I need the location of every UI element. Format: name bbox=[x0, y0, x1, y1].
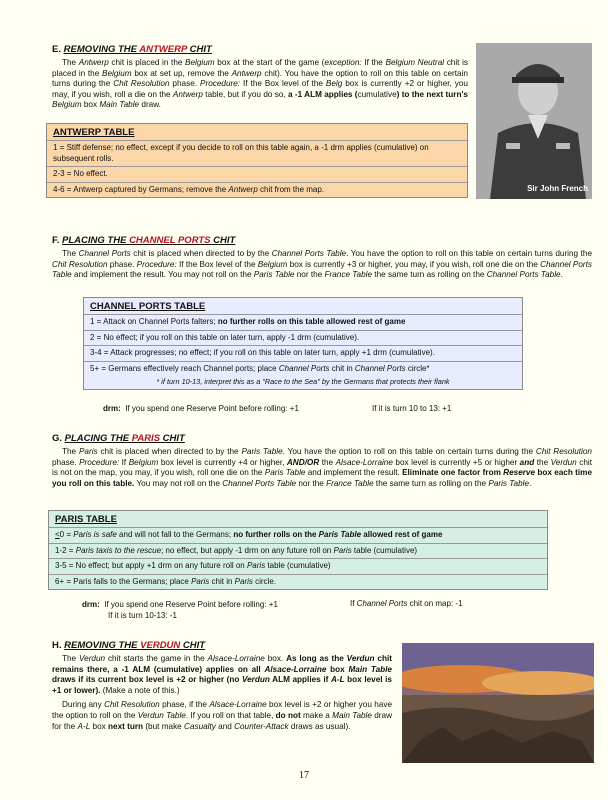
verdun-painting bbox=[402, 643, 594, 763]
section-e-title: E. REMOVING THE ANTWERP CHIT bbox=[52, 44, 212, 55]
antwerp-table-title: ANTWERP TABLE bbox=[53, 127, 135, 138]
paris-table bbox=[48, 510, 548, 590]
section-h-title: H. REMOVING THE VERDUN CHIT bbox=[52, 640, 206, 651]
table-row: 1 = Attack on Channel Ports falters; no further rolls on this table allowed rest of game bbox=[84, 314, 522, 330]
section-e-body: The Antwerp chit is placed in the Belgium box at the start of the game (exception: If the Belgium Neutral chit is placed in the Belgium box at set up, remove the Antwerp chit). You have the option to roll on this table on certain turns during the Chit Resolution phase. Procedure: If the Box level of the Belg box is currently +2 or higher, you may, if you wish, roll a die on the Antwerp table, but if you do so, a -1 ALM applies (cumulative) to the next turn's Belgium box Main Table draw. bbox=[52, 58, 468, 110]
photo-caption: Sir John French bbox=[527, 184, 588, 193]
table-row: 1 = Stiff defense; no effect, except if you decide to roll on this table again, a -1 drm applies (cumulative) on subsequent rolls. bbox=[47, 140, 467, 166]
section-g-title: G. PLACING THE PARIS CHIT bbox=[52, 433, 185, 444]
paris-table-title: PARIS TABLE bbox=[55, 514, 117, 525]
antwerp-table bbox=[46, 123, 468, 198]
channel-ports-table-title: CHANNEL PORTS TABLE bbox=[90, 301, 206, 312]
antwerp-table-rows bbox=[47, 140, 467, 197]
channel-ports-drm-turn: If it is turn 10 to 13: +1 bbox=[372, 404, 452, 413]
table-row: 1-2 = Paris taxis to the rescue; no effect, but apply -1 drm on any future roll on Paris table (cumulative) bbox=[49, 543, 547, 559]
paris-drm-channel: If Channel Ports chit on map: -1 bbox=[350, 599, 463, 608]
channel-ports-table bbox=[83, 297, 523, 390]
channel-ports-table-rows bbox=[84, 314, 522, 376]
table-row: 3-4 = Attack progresses; no effect; if you roll on this table on later turn, apply +1 drm (cumulative). bbox=[84, 345, 522, 361]
channel-ports-drm: drm: If you spend one Reserve Point before rolling: +1 bbox=[103, 404, 299, 413]
table-row: 6+ = Paris falls to the Germans; place Paris chit in Paris circle. bbox=[49, 574, 547, 590]
table-row: 3-5 = No effect; but apply +1 drm on any future roll on Paris table (cumulative) bbox=[49, 558, 547, 574]
channel-ports-note: * if turn 10-13, interpret this as a "Race to the Sea" by the Germans that protects their flank bbox=[156, 377, 450, 386]
table-row: 4-6 = Antwerp captured by Germans; remove the Antwerp chit from the map. bbox=[47, 182, 467, 198]
painting-illustration bbox=[402, 643, 594, 763]
section-f-body: The Channel Ports chit is placed when directed to by the Channel Ports Table. You have the option to roll on this table on certain turns during the Chit Resolution phase. Procedure: If the Box level of the Belgium box is currently +3 or higher, you may, if you wish, roll one die on the Channel Ports Table and implement the result. You may not roll on the Paris Table nor the France Table the same turn as rolling on the Channel Ports Table. bbox=[52, 249, 593, 280]
table-row: <0 = Paris is safe and will not fall to the Germans; no further rolls on the Paris Table allowed rest of game bbox=[49, 527, 547, 543]
table-row: 2 = No effect; if you roll on this table on later turn, apply -1 drm (cumulative). bbox=[84, 330, 522, 346]
page-number: 17 bbox=[299, 770, 309, 781]
table-row: 2-3 = No effect. bbox=[47, 166, 467, 182]
paris-drm: drm: If you spend one Reserve Point before rolling: +1 If it is turn 10-13: -1 bbox=[82, 600, 278, 620]
table-row: 5+ = Germans effectively reach Channel ports; place Channel Ports chit in Channel Ports circle* bbox=[84, 361, 522, 377]
paris-table-rows bbox=[49, 527, 547, 589]
section-f-title: F. PLACING THE CHANNEL PORTS CHIT bbox=[52, 235, 236, 246]
section-g-body: The Paris chit is placed when directed to by the Paris Table. You have the option to roll on this table on certain turns during the Chit Resolution phase. Procedure: If Belgium box level is currently +4 or higher, AND/OR the Alsace-Lorraine box level is currently +5 or higher and the Verdun chit is not on the map, you may, if you wish, roll one die on the Paris Table and implement the result. Eliminate one factor from Reserve box each time you roll on this table. You may not roll on the Channel Ports Table nor the France Table the same turn as rolling on the Paris Table. bbox=[52, 447, 592, 488]
section-h-body: The Verdun chit starts the game in the Alsace-Lorraine box. As long as the Verdun chit remains there, a -1 ALM (cumulative) applies on all Alsace-Lorraine box Main Table draws if its current box level is +2 or higher (no Verdun ALM applies if A-L box level is +1 or lower). (Make a note of this.) During any Chit Resolution phase, if the Alsace-Lorraine box level is +2 or higher you have the option to roll on the Verdun Table. If you roll on that table, do not make a Main Table draw for the A-L box next turn (but make Casualty and Counter-Attack draws as usual). bbox=[52, 654, 393, 731]
sir-john-french-photo bbox=[476, 43, 592, 199]
portrait-illustration bbox=[476, 43, 592, 199]
